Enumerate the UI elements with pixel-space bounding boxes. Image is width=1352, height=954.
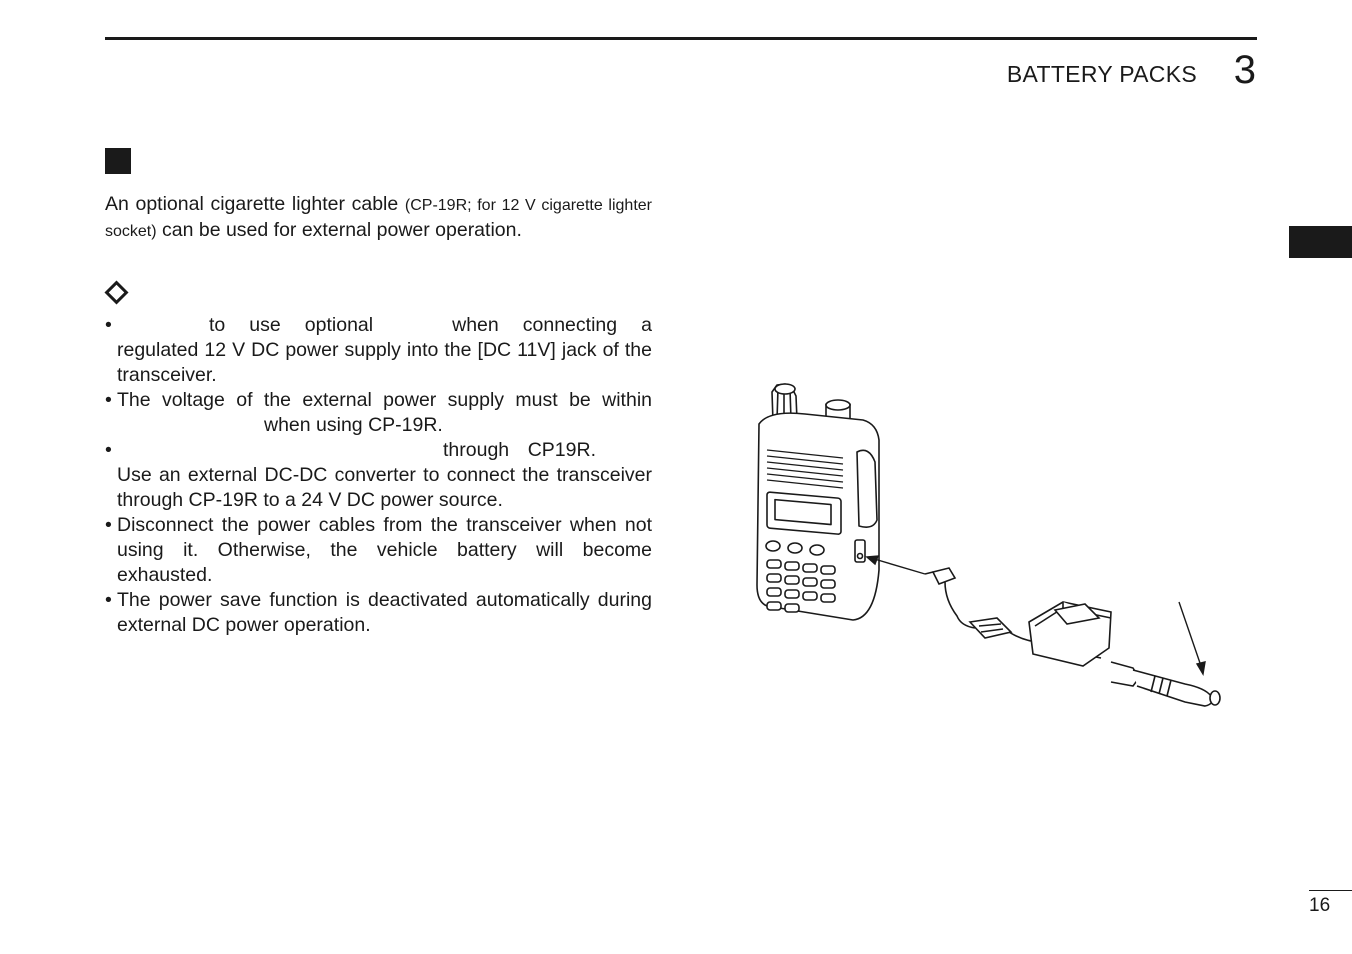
intro-text-1: An optional cigarette lighter cable <box>105 193 405 215</box>
caution-item <box>105 388 652 438</box>
chapter-side-tab <box>1289 226 1352 258</box>
bullet: • <box>105 389 112 411</box>
arrow-to-plug-icon <box>1179 602 1205 674</box>
bullet: • <box>105 439 112 461</box>
caution-item <box>105 513 652 588</box>
caution-text: Use an external DC-DC converter to connect the transceiver through CP-19R to a 24 V DC power source. <box>117 464 652 511</box>
header-rule <box>105 37 1257 40</box>
chapter-title: BATTERY PACKS <box>1006 61 1197 87</box>
caution-item <box>105 438 652 513</box>
bullet: • <box>105 314 112 336</box>
caution-text: to use optional <box>209 314 374 336</box>
intro-text-2: can be used for external power operation. <box>156 219 522 241</box>
caution-list <box>105 313 652 638</box>
intro-text-note: (CP-19R; for 12 V cigarette lighter socket) <box>105 197 652 240</box>
bullet: • <box>105 589 112 611</box>
caution-text: Disconnect the power cables from the transceiver when not using it. Otherwise, the vehicle battery will become exhausted. <box>117 514 652 586</box>
caution-text: through CP19R. <box>443 439 596 461</box>
section-heading-square-icon <box>105 148 131 174</box>
caution-item <box>105 588 652 638</box>
caution-text: The power save function is deactivated automatically during external DC power operation. <box>117 589 652 636</box>
caution-item <box>105 313 652 388</box>
footer-rule <box>1309 890 1352 891</box>
intro-paragraph <box>105 192 652 244</box>
bullet: • <box>105 514 112 536</box>
cigarette-lighter-cable-icon <box>925 568 1220 706</box>
caution-text: when connecting a regulated 12 V DC power supply into the [DC 11V] jack of the transceiver. <box>117 314 652 386</box>
page-number: 16 <box>1309 895 1331 916</box>
caution-text: The voltage of the external power supply must be within <box>117 389 652 411</box>
transceiver-cable-illustration <box>745 380 1235 710</box>
caution-text: when using CP-19R. <box>264 414 443 436</box>
chapter-number: 3 <box>1233 48 1256 92</box>
caution-diamond-icon <box>104 280 128 304</box>
